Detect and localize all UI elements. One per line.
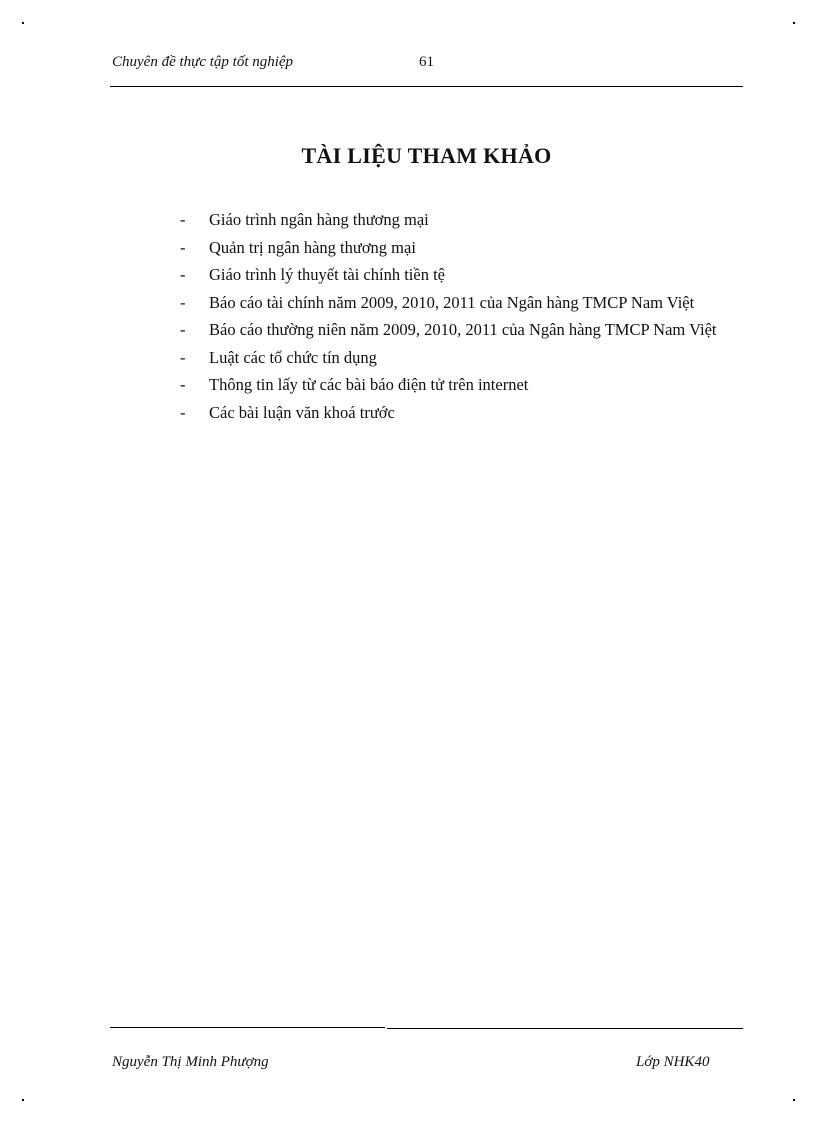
footer-author: Nguyễn Thị Minh Phượng xyxy=(112,1054,269,1070)
bullet-dash: - xyxy=(180,237,186,257)
reference-list xyxy=(180,206,740,426)
bullet-dash: - xyxy=(180,210,186,229)
footer-divider-right xyxy=(387,1028,743,1029)
bullet-dash: - xyxy=(180,292,186,312)
bullet-dash: - xyxy=(180,347,186,367)
reference-text: Giáo trình ngân hàng thương mại xyxy=(209,210,429,229)
bullet-dash: - xyxy=(180,375,186,394)
footer-class: Lớp NHK40 xyxy=(636,1054,710,1070)
list-item xyxy=(180,206,740,234)
bullet-dash: - xyxy=(180,402,186,422)
reference-text: Quản trị ngân hàng thương mại xyxy=(209,237,416,257)
reference-text: Các bài luận văn khoá trước xyxy=(209,402,395,422)
crop-mark-bottom-right xyxy=(793,1099,795,1101)
list-item xyxy=(180,344,740,372)
crop-mark-top-right xyxy=(793,22,795,24)
bullet-dash: - xyxy=(180,265,186,284)
list-item xyxy=(180,371,740,399)
crop-mark-bottom-left xyxy=(22,1099,24,1101)
footer-divider-left xyxy=(110,1027,385,1028)
page-title: TÀI LIỆU THAM KHẢO xyxy=(301,143,552,168)
reference-text: Luật các tổ chức tín dụng xyxy=(209,347,377,367)
list-item xyxy=(180,289,740,317)
reference-text: Báo cáo tài chính năm 2009, 2010, 2011 của Ngân hàng TMCP Nam Việt xyxy=(209,292,695,312)
crop-mark-top-left xyxy=(22,22,24,24)
list-item xyxy=(180,234,740,262)
page-number: 61 xyxy=(419,54,434,70)
header-divider xyxy=(110,86,743,87)
list-item xyxy=(180,399,740,427)
bullet-dash: - xyxy=(180,320,186,339)
list-item xyxy=(180,316,740,344)
reference-text: Báo cáo thường niên năm 2009, 2010, 2011 của Ngân hàng TMCP Nam Việt xyxy=(209,320,717,339)
reference-text: Giáo trình lý thuyết tài chính tiền tệ xyxy=(209,265,445,284)
reference-text: Thông tin lấy từ các bài báo điện tử trên internet xyxy=(209,375,529,394)
header-title: Chuyên đề thực tập tốt nghiệp xyxy=(112,54,294,70)
list-item xyxy=(180,261,740,289)
